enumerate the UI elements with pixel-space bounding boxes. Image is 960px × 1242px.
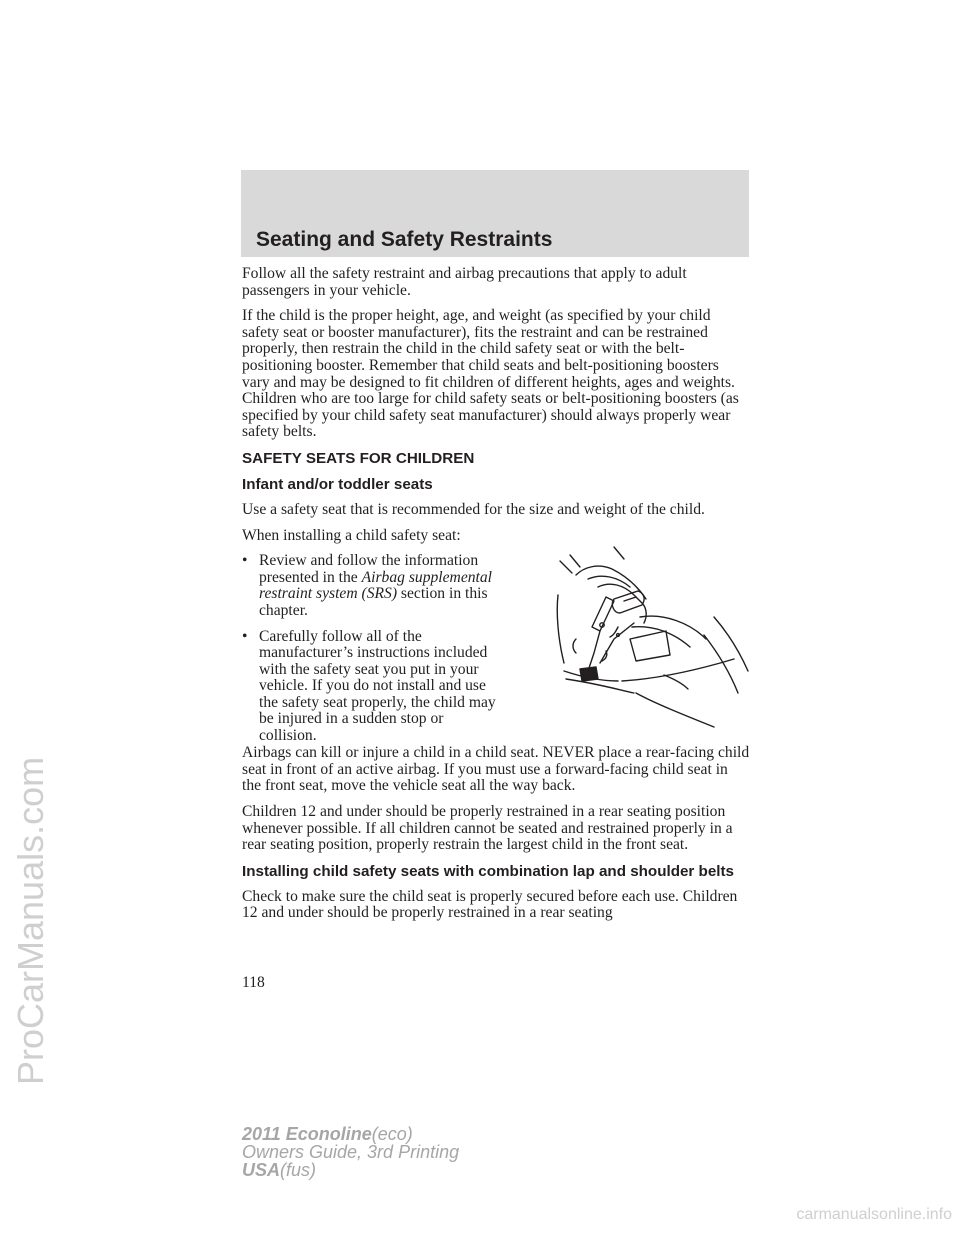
footer-model-code: (eco) (371, 1124, 413, 1144)
paragraph-seat-recommendation: Use a safety seat that is recommended for the size and weight of the child. (242, 500, 705, 518)
bullet-text: Review and follow the information presented in the (259, 552, 479, 586)
child-seat-buckle-icon (554, 543, 752, 731)
bullet-item (242, 629, 504, 745)
footer-region: USA (242, 1160, 281, 1180)
footer-line-printing: Owners Guide, 3rd Printing (242, 1142, 460, 1162)
footer-line-model (242, 1125, 459, 1143)
footer-imprint (242, 1125, 459, 1179)
footer-line-region (242, 1161, 459, 1179)
bottom-watermark: carmanualsonline.info (796, 1206, 952, 1223)
paragraph-rear-seating: Children 12 and under should be properly restrained in a rear seating position whenever possible. If all children cannot be seated and restrained properly in a rear seating position, properly restrain the largest child in the front seat. (242, 802, 733, 854)
bullet-section (242, 552, 750, 745)
paragraph-airbag-warning: Airbags can kill or injure a child in a child seat. NEVER place a rear-facing child seat in front of an active airbag. If you must use a forward-facing child seat in the front seat, move the vehicle seat all the way back. (242, 744, 750, 795)
paragraph-child-fit: If the child is the proper height, age, and weight (as specified by your child safety seat or booster manufacturer), fits the restraint and can be restrained properly, then restrain the child in the child safety seat or with the belt-positioning booster. Remember that child seats and belt-positioning boosters vary and may be designed to fit children of different heights, ages and weights. Children who are too large for child safety seats or belt-positioning boosters (as specified by your child safety seat manufacturer) should always properly wear safety belts. (242, 307, 739, 441)
page-content (242, 266, 750, 931)
subheading-combination-belts: Installing child safety seats with combination lap and shoulder belts (242, 862, 734, 880)
side-watermark: ProCarManuals.com (10, 756, 51, 1085)
page-number: 118 (242, 974, 265, 991)
bullet-text: section in this chapter. (259, 585, 488, 619)
subheading-infant-toddler: Infant and/or toddler seats (242, 475, 433, 493)
footer-region-code: (fus) (280, 1160, 317, 1180)
section-title: Seating and Safety Restraints (256, 228, 553, 251)
bullet-marker: • (242, 552, 248, 570)
paragraph-installing-intro: When installing a child safety seat: (242, 526, 461, 544)
section-heading: SAFETY SEATS FOR CHILDREN (242, 449, 475, 467)
bullet-text: Carefully follow all of the manufacturer’s instructions included with the safety seat you put in your vehicle. If you do not install and use the safety seat properly, the child may be injured in a sudden stop or collision. (259, 627, 496, 745)
paragraph-check-secured: Check to make sure the child seat is properly secured before each use. Children 12 and under should be properly restrained in a rear seating (242, 887, 738, 922)
bullet-marker: • (242, 627, 248, 645)
footer-model: 2011 Econoline (242, 1124, 372, 1144)
bullet-item (242, 553, 504, 619)
bullet-list (242, 553, 504, 745)
srs-reference: Airbag supplemental restraint system (SRS) (259, 568, 492, 603)
paragraph-adult-precautions: Follow all the safety restraint and airbag precautions that apply to adult passengers in your vehicle. (242, 265, 687, 299)
